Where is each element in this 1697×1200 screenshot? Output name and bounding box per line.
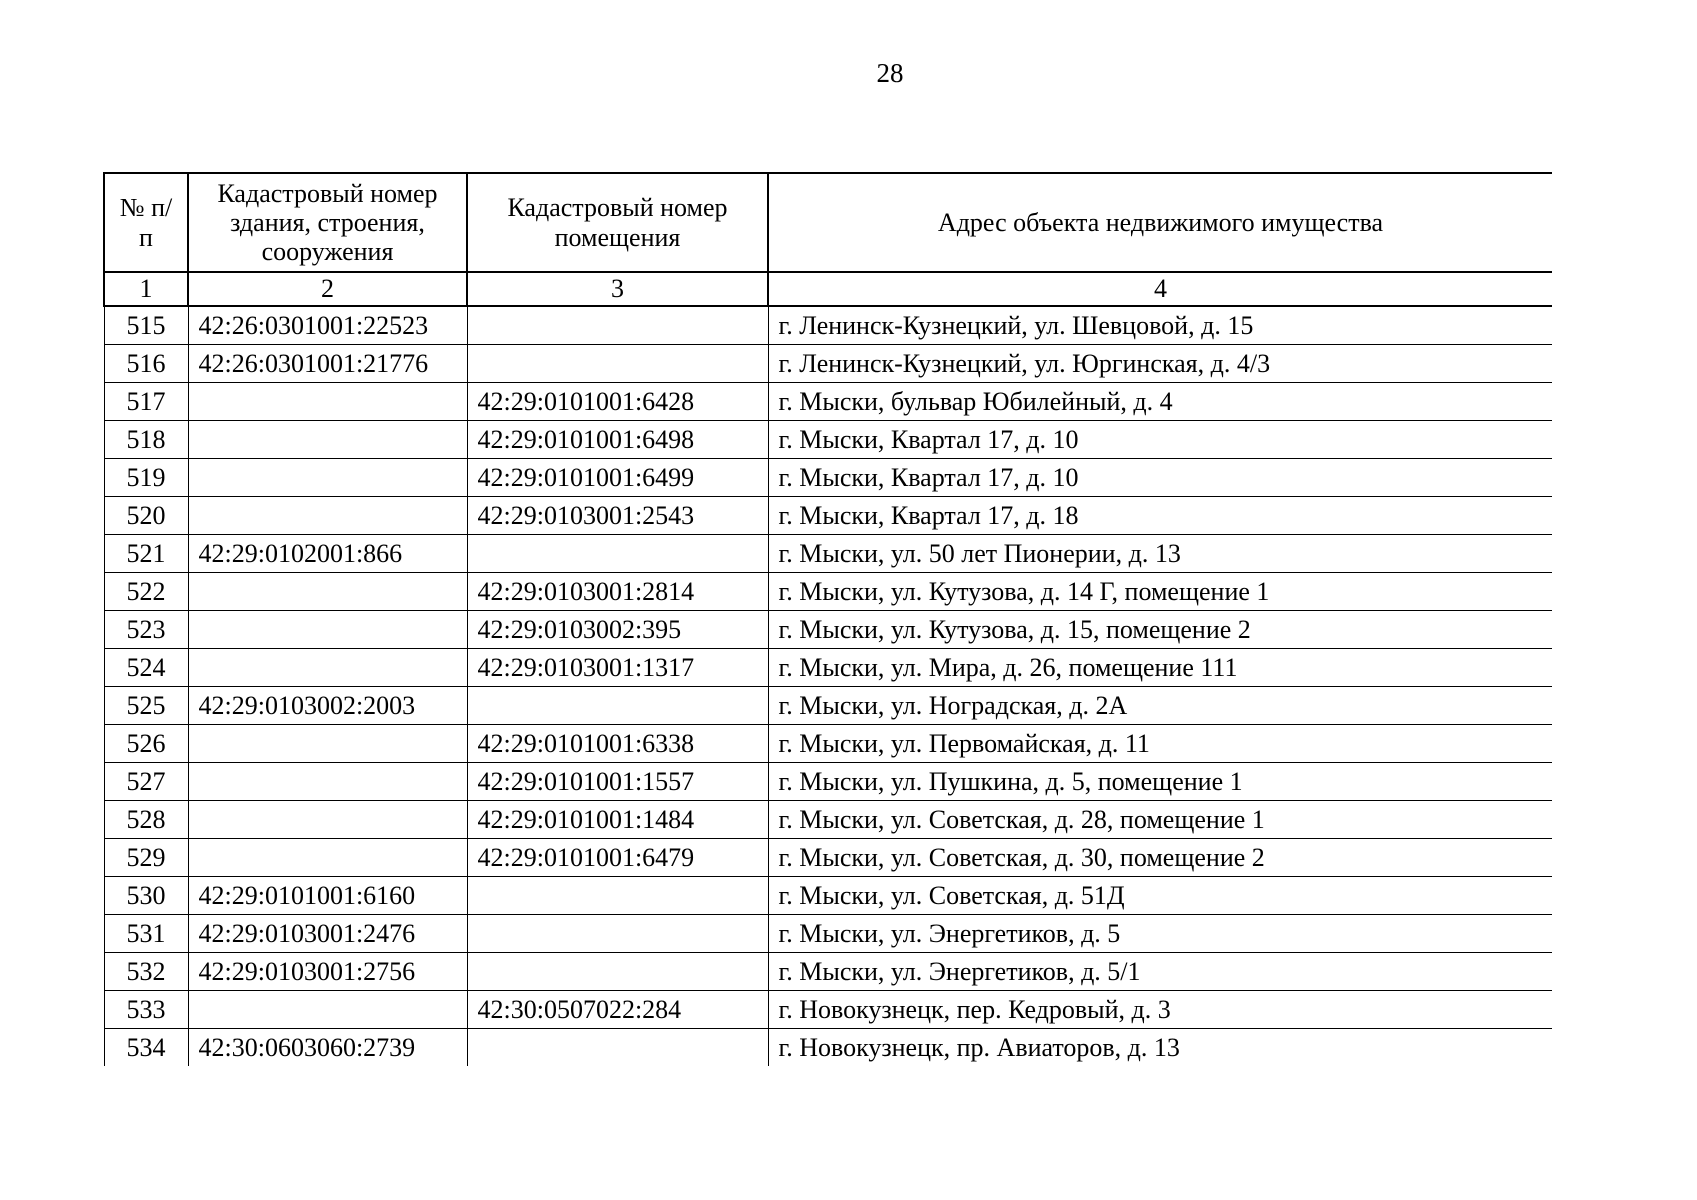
building-cadastral-number <box>188 763 467 801</box>
property-address: г. Мыски, ул. Советская, д. 30, помещение 2 <box>768 839 1552 877</box>
row-number: 531 <box>104 915 188 953</box>
building-cadastral-number <box>188 497 467 535</box>
building-cadastral-number: 42:26:0301001:22523 <box>188 306 467 345</box>
property-table <box>103 172 1552 1066</box>
row-number: 522 <box>104 573 188 611</box>
table-row <box>104 306 1552 345</box>
row-number: 528 <box>104 801 188 839</box>
table-row <box>104 421 1552 459</box>
property-address: г. Мыски, ул. Энергетиков, д. 5 <box>768 915 1552 953</box>
column-number: 4 <box>768 272 1552 306</box>
table-row <box>104 991 1552 1029</box>
property-address: г. Мыски, ул. Пушкина, д. 5, помещение 1 <box>768 763 1552 801</box>
premises-cadastral-number: 42:29:0103002:395 <box>467 611 768 649</box>
row-number: 529 <box>104 839 188 877</box>
premises-cadastral-number <box>467 345 768 383</box>
column-number: 3 <box>467 272 768 306</box>
premises-cadastral-number <box>467 535 768 573</box>
row-number: 526 <box>104 725 188 763</box>
table-row <box>104 383 1552 421</box>
table-body <box>104 306 1552 1066</box>
property-address: г. Мыски, ул. Первомайская, д. 11 <box>768 725 1552 763</box>
row-number: 527 <box>104 763 188 801</box>
row-number: 530 <box>104 877 188 915</box>
row-number: 521 <box>104 535 188 573</box>
table-row <box>104 763 1552 801</box>
building-cadastral-number <box>188 573 467 611</box>
building-cadastral-number <box>188 459 467 497</box>
row-number: 519 <box>104 459 188 497</box>
page-number: 28 <box>876 58 904 88</box>
column-number: 2 <box>188 272 467 306</box>
building-cadastral-number: 42:29:0101001:6160 <box>188 877 467 915</box>
row-number: 523 <box>104 611 188 649</box>
premises-cadastral-number: 42:29:0101001:6479 <box>467 839 768 877</box>
building-cadastral-number <box>188 611 467 649</box>
building-cadastral-number <box>188 383 467 421</box>
building-cadastral-number <box>188 839 467 877</box>
property-address: г. Мыски, ул. Советская, д. 51Д <box>768 877 1552 915</box>
premises-cadastral-number <box>467 953 768 991</box>
building-cadastral-number: 42:26:0301001:21776 <box>188 345 467 383</box>
property-address: г. Мыски, ул. Ноградская, д. 2А <box>768 687 1552 725</box>
table-header-row <box>104 173 1552 272</box>
row-number: 532 <box>104 953 188 991</box>
property-address: г. Ленинск-Кузнецкий, ул. Шевцовой, д. 15 <box>768 306 1552 345</box>
row-number: 520 <box>104 497 188 535</box>
table-row <box>104 687 1552 725</box>
property-address: г. Новокузнецк, пр. Авиаторов, д. 13 <box>768 1029 1552 1067</box>
table-row <box>104 459 1552 497</box>
premises-cadastral-number <box>467 306 768 345</box>
property-address: г. Мыски, Квартал 17, д. 10 <box>768 459 1552 497</box>
table-row <box>104 1029 1552 1067</box>
property-address: г. Ленинск-Кузнецкий, ул. Юргинская, д. 4/3 <box>768 345 1552 383</box>
table-row <box>104 611 1552 649</box>
building-cadastral-number <box>188 801 467 839</box>
premises-cadastral-number <box>467 915 768 953</box>
property-address: г. Мыски, ул. Советская, д. 28, помещение 1 <box>768 801 1552 839</box>
header-premises-cadastral: Кадастровый номер помещения <box>467 173 768 272</box>
premises-cadastral-number: 42:29:0103001:2543 <box>467 497 768 535</box>
premises-cadastral-number <box>467 1029 768 1067</box>
premises-cadastral-number: 42:29:0103001:2814 <box>467 573 768 611</box>
building-cadastral-number <box>188 725 467 763</box>
property-address: г. Мыски, ул. Энергетиков, д. 5/1 <box>768 953 1552 991</box>
row-number: 534 <box>104 1029 188 1067</box>
column-number-row <box>104 272 1552 306</box>
row-number: 525 <box>104 687 188 725</box>
table-row <box>104 915 1552 953</box>
building-cadastral-number: 42:30:0603060:2739 <box>188 1029 467 1067</box>
premises-cadastral-number: 42:29:0101001:6338 <box>467 725 768 763</box>
property-address: г. Мыски, ул. Кутузова, д. 14 Г, помещение 1 <box>768 573 1552 611</box>
premises-cadastral-number: 42:29:0101001:6499 <box>467 459 768 497</box>
building-cadastral-number: 42:29:0103001:2476 <box>188 915 467 953</box>
building-cadastral-number <box>188 649 467 687</box>
table-row <box>104 573 1552 611</box>
table-row <box>104 801 1552 839</box>
property-address: г. Мыски, ул. 50 лет Пионерии, д. 13 <box>768 535 1552 573</box>
table-row <box>104 839 1552 877</box>
row-number: 517 <box>104 383 188 421</box>
premises-cadastral-number: 42:29:0101001:1484 <box>467 801 768 839</box>
table-row <box>104 497 1552 535</box>
property-address: г. Мыски, Квартал 17, д. 18 <box>768 497 1552 535</box>
column-number: 1 <box>104 272 188 306</box>
property-table-container <box>103 172 1552 1083</box>
property-address: г. Мыски, ул. Кутузова, д. 15, помещение 2 <box>768 611 1552 649</box>
premises-cadastral-number: 42:29:0101001:1557 <box>467 763 768 801</box>
building-cadastral-number: 42:29:0103001:2756 <box>188 953 467 991</box>
premises-cadastral-number: 42:29:0101001:6498 <box>467 421 768 459</box>
row-number: 533 <box>104 991 188 1029</box>
table-row <box>104 649 1552 687</box>
premises-cadastral-number <box>467 877 768 915</box>
row-number: 518 <box>104 421 188 459</box>
building-cadastral-number: 42:29:0102001:866 <box>188 535 467 573</box>
building-cadastral-number <box>188 421 467 459</box>
header-number: № п/п <box>104 173 188 272</box>
header-building-cadastral: Кадастровый номер здания, строения, сооружения <box>188 173 467 272</box>
property-address: г. Мыски, ул. Мира, д. 26, помещение 111 <box>768 649 1552 687</box>
table-row <box>104 535 1552 573</box>
table-row <box>104 953 1552 991</box>
row-number: 515 <box>104 306 188 345</box>
property-address: г. Новокузнецк, пер. Кедровый, д. 3 <box>768 991 1552 1029</box>
row-number: 516 <box>104 345 188 383</box>
table-row <box>104 725 1552 763</box>
header-address: Адрес объекта недвижимого имущества <box>768 173 1552 272</box>
premises-cadastral-number <box>467 687 768 725</box>
premises-cadastral-number: 42:29:0101001:6428 <box>467 383 768 421</box>
row-number: 524 <box>104 649 188 687</box>
building-cadastral-number <box>188 991 467 1029</box>
property-address: г. Мыски, бульвар Юбилейный, д. 4 <box>768 383 1552 421</box>
premises-cadastral-number: 42:30:0507022:284 <box>467 991 768 1029</box>
building-cadastral-number: 42:29:0103002:2003 <box>188 687 467 725</box>
premises-cadastral-number: 42:29:0103001:1317 <box>467 649 768 687</box>
property-address: г. Мыски, Квартал 17, д. 10 <box>768 421 1552 459</box>
table-row <box>104 345 1552 383</box>
table-row <box>104 877 1552 915</box>
